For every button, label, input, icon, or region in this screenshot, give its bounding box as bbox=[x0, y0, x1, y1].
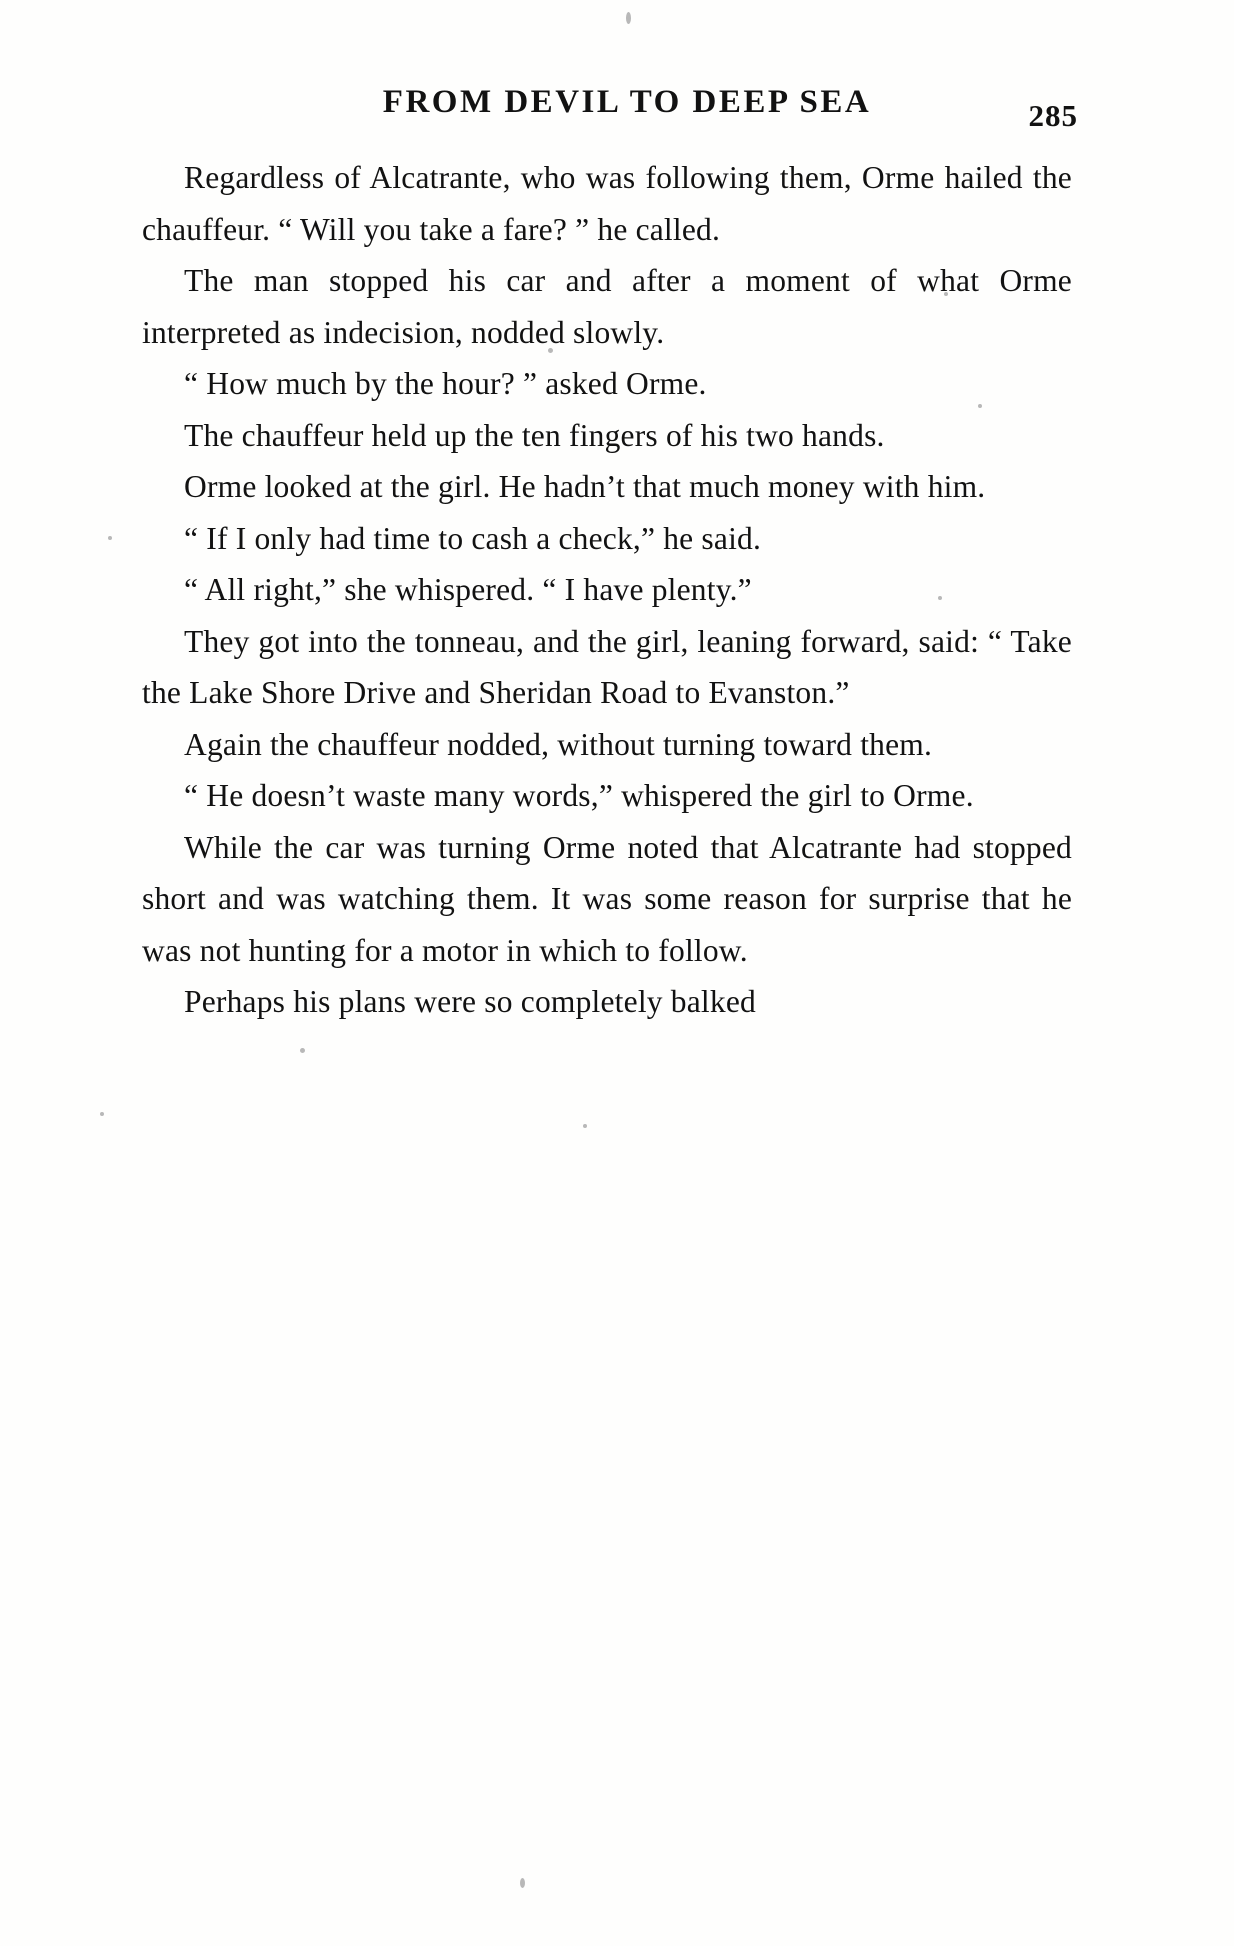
paragraph: While the car was turning Orme noted that Alcatrante had stopped short and was watching them. It was some reason for surprise that he was not hunting for a motor in which to follow. bbox=[142, 829, 1072, 968]
scan-speck bbox=[100, 1112, 104, 1116]
scan-speck bbox=[626, 12, 631, 24]
paragraph: “ He doesn’t waste many words,” whispered the girl to Orme. bbox=[184, 778, 974, 813]
paragraph: “ How much by the hour? ” asked Orme. bbox=[184, 366, 707, 401]
running-head-title: FROM DEVIL TO DEEP SEA bbox=[382, 84, 872, 120]
page-content bbox=[142, 84, 1078, 1028]
scan-speck bbox=[520, 1878, 525, 1888]
paragraph: Regardless of Alcatrante, who was following them, Orme hailed the chauffeur. “ Will you take a fare? ” he called. bbox=[142, 160, 1072, 247]
paragraph: The man stopped his car and after a moment of what Orme interpreted as indecision, nodded slowly. bbox=[142, 263, 1072, 350]
scan-speck bbox=[583, 1124, 587, 1128]
paragraph: Again the chauffeur nodded, without turning toward them. bbox=[184, 726, 933, 762]
paragraph: “ If I only had time to cash a check,” he said. bbox=[184, 520, 762, 556]
paragraph: Perhaps his plans were so completely balked bbox=[184, 984, 756, 1019]
scan-speck bbox=[108, 536, 112, 540]
paragraph: Orme looked at the girl. He hadn’t that much money with him. bbox=[184, 469, 986, 504]
running-head bbox=[182, 84, 1078, 136]
paragraph: They got into the tonneau, and the girl, leaning forward, said: “ Take the Lake Shore Drive and Sheridan Road to Evanston.” bbox=[142, 623, 1072, 710]
paragraph: “ All right,” she whispered. “ I have plenty.” bbox=[184, 572, 752, 607]
body-text bbox=[142, 152, 1072, 1028]
page-number: 285 bbox=[1028, 98, 1078, 133]
scan-speck bbox=[300, 1048, 305, 1053]
paragraph: The chauffeur held up the ten fingers of his two hands. bbox=[184, 417, 885, 453]
